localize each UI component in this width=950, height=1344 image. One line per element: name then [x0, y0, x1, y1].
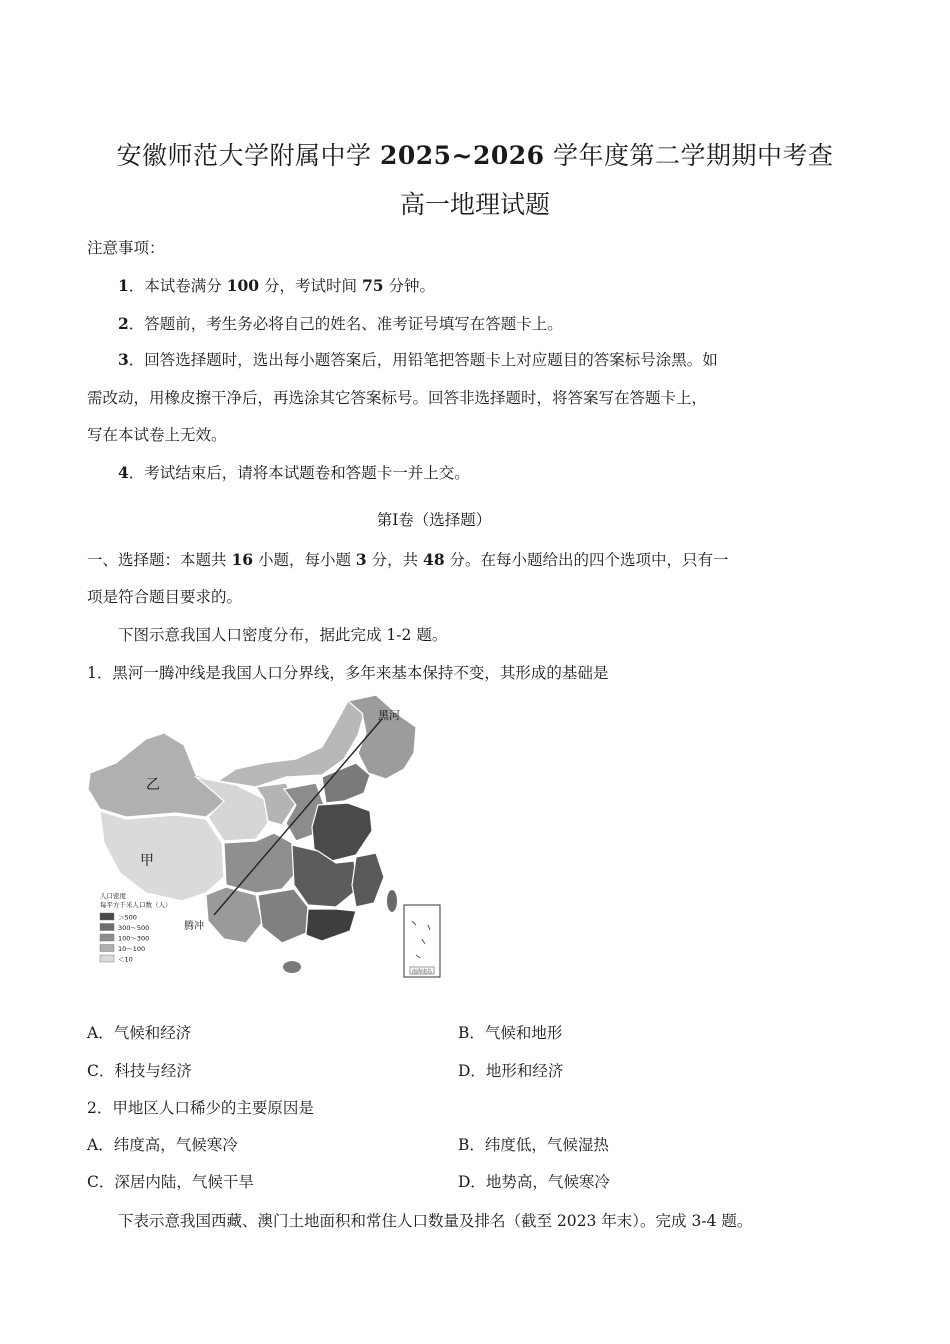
legend-title-2: 每平方千米人口数（人） — [100, 901, 172, 909]
region-guangdong — [306, 909, 356, 941]
notice-item-3-line2: 需改动，用橡皮擦干净后，再选涂其它答案标号。回答非选择题时，将答案写在答题卡上， — [87, 389, 708, 407]
legend-swatch — [100, 934, 114, 941]
q1-option-b[interactable]: B．气候和地形 — [458, 1024, 563, 1042]
legend-swatch — [100, 913, 114, 920]
label-heihe: 黑河 — [378, 709, 400, 722]
map-legend — [100, 891, 172, 964]
legend-label: ＞500 — [118, 913, 137, 922]
legend-label: 300～500 — [118, 924, 150, 932]
q1-option-c[interactable]: C．科技与经济 — [87, 1062, 192, 1080]
region-tibet — [100, 811, 224, 901]
legend-label: 10～100 — [118, 945, 146, 953]
region-guizhou-guangxi — [258, 889, 308, 943]
legend-swatch — [100, 945, 114, 952]
intro-questions-3-4: 下表示意我国西藏、澳门土地面积和常住人口数量及排名（截至 2023 年末）。完成 3-4 题。 — [118, 1212, 753, 1230]
notice-item-1: 1．本试卷满分 100 分，考试时间 75 分钟。 — [118, 276, 435, 295]
legend-label: 100～300 — [118, 934, 150, 943]
china-map-svg — [86, 693, 446, 983]
inset-label: 南海诸岛 — [411, 969, 433, 975]
legend-swatch — [100, 955, 114, 962]
legend-title-1: 人口密度 — [100, 892, 126, 900]
region-sichuan — [224, 833, 296, 893]
label-yi: 乙 — [146, 777, 160, 793]
region-hainan — [283, 961, 301, 973]
q1-option-a[interactable]: A．气候和经济 — [87, 1024, 192, 1042]
population-density-map — [86, 693, 446, 983]
section-title: 第Ⅰ卷（选择题） — [376, 511, 492, 529]
label-jia: 甲 — [140, 853, 154, 869]
notice-item-4: 4．考试结束后，请将本试题卷和答题卡一并上交。 — [118, 463, 470, 482]
notice-item-3-line1: 3．回答选择题时，选出每小题答案后，用铅笔把答题卡上对应题目的答案标号涂黑。如 — [118, 350, 718, 369]
q2-option-c[interactable]: C．深居内陆，气候干旱 — [87, 1173, 254, 1191]
intro-questions-1-2: 下图示意我国人口密度分布，据此完成 1-2 题。 — [118, 626, 448, 644]
q2-option-a[interactable]: A．纬度高，气候寒冷 — [87, 1136, 238, 1154]
legend-label: ＜10 — [118, 955, 133, 964]
notice-item-3-line3: 写在本试卷上无效。 — [87, 426, 227, 444]
question-2-stem: 2．甲地区人口稀少的主要原因是 — [87, 1099, 314, 1117]
region-xinjiang — [88, 733, 224, 817]
q2-option-d[interactable]: D．地势高，气候寒冷 — [458, 1173, 610, 1191]
region-southeast — [352, 853, 384, 907]
part1-instructions-line1: 一、选择题：本题共 16 小题，每小题 3 分，共 48 分。在每小题给出的四个选项中，只有一 — [87, 550, 729, 569]
exam-title: 安徽师范大学附属中学 2025~2026 学年度第二学期期中考查 — [116, 141, 834, 170]
q1-option-d[interactable]: D．地形和经济 — [458, 1062, 564, 1080]
legend-swatch — [100, 924, 114, 931]
notice-item-2: 2．答题前，考生务必将自己的姓名、准考证号填写在答题卡上。 — [118, 314, 563, 333]
south-sea-inset — [404, 905, 440, 977]
question-1-stem: 1．黑河一腾冲线是我国人口分界线，多年来基本保持不变，其形成的基础是 — [87, 664, 609, 682]
part1-instructions-line2: 项是符合题目要求的。 — [87, 588, 243, 606]
exam-subtitle-text: 高一地理试题 — [399, 190, 550, 219]
notice-heading: 注意事项： — [87, 239, 165, 257]
label-tengchong: 腾冲 — [184, 921, 204, 932]
region-taiwan — [387, 890, 397, 912]
q2-option-b[interactable]: B．纬度低，气候湿热 — [458, 1136, 609, 1154]
